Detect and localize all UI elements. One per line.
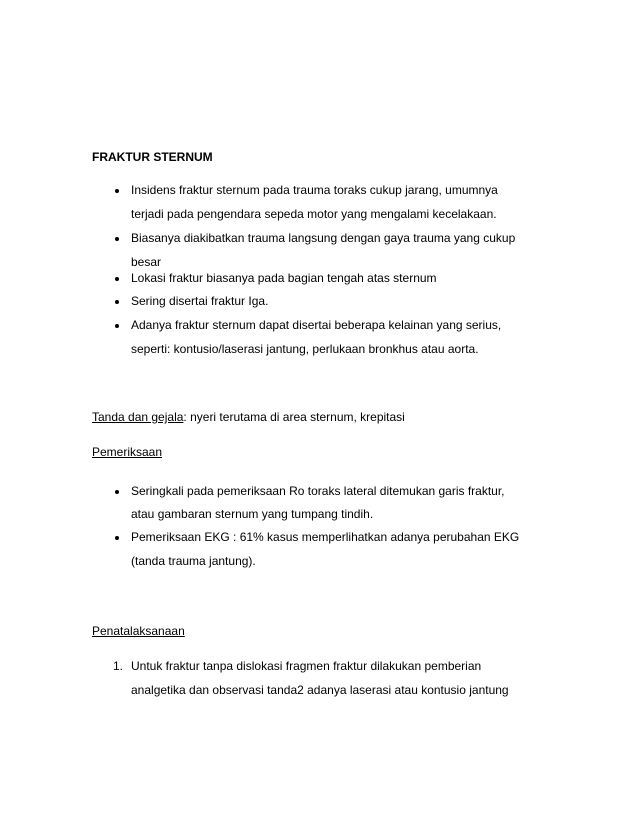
numbered-item-marker: 1. — [113, 659, 124, 673]
pemeriksaan-heading: Pemeriksaan — [92, 445, 163, 459]
tanda-gejala-text: : nyeri terutama di area sternum, krepitasi — [183, 410, 405, 424]
tanda-gejala-label: Tanda dan gejala — [92, 410, 184, 424]
bullet-2-line-1: Biasanya diakibatkan trauma langsung dengan gaya trauma yang cukup — [131, 231, 516, 245]
pemeriksaan-bullet-1-line-2: atau gambaran sternum yang tumpang tindih. — [131, 507, 374, 521]
penatalaksanaan-heading: Penatalaksanaan — [92, 624, 185, 638]
numbered-item-1-line-1: Untuk fraktur tanpa dislokasi fragmen fraktur dilakukan pemberian — [131, 659, 482, 673]
bullet-dot — [115, 300, 119, 304]
bullet-5-line-1: Adanya fraktur sternum dapat disertai beberapa kelainan yang serius, — [131, 318, 502, 332]
bullet-2-line-2: besar — [131, 255, 162, 269]
bullet-dot — [115, 490, 119, 494]
pemeriksaan-bullet-2-line-2: (tanda trauma jantung). — [131, 554, 256, 568]
bullet-1-line-2: terjadi pada pengendara sepeda motor yang mengalami kecelakaan. — [131, 207, 497, 221]
bullet-dot — [115, 536, 119, 540]
numbered-item-1-line-2: analgetika dan observasi tanda2 adanya laserasi atau kontusio jantung — [131, 683, 509, 697]
bullet-dot — [115, 189, 119, 193]
bullet-dot — [115, 237, 119, 241]
bullet-1-line-1: Insidens fraktur sternum pada trauma toraks cukup jarang, umumnya — [131, 183, 498, 197]
tanda-gejala-paragraph — [92, 410, 405, 424]
bullet-4-line-1: Sering disertai fraktur Iga. — [131, 294, 269, 308]
bullet-3-line-1: Lokasi fraktur biasanya pada bagian tengah atas sternum — [131, 271, 437, 285]
bullet-dot — [115, 324, 119, 328]
bullet-dot — [115, 277, 119, 281]
section-title: FRAKTUR STERNUM — [92, 150, 213, 164]
pemeriksaan-bullet-2-line-1: Pemeriksaan EKG : 61% kasus memperlihatkan adanya perubahan EKG — [131, 530, 520, 544]
bullet-5-line-2: seperti: kontusio/laserasi jantung, perlukaan bronkhus atau aorta. — [131, 342, 479, 356]
pemeriksaan-bullet-1-line-1: Seringkali pada pemeriksaan Ro toraks lateral ditemukan garis fraktur, — [131, 484, 505, 498]
